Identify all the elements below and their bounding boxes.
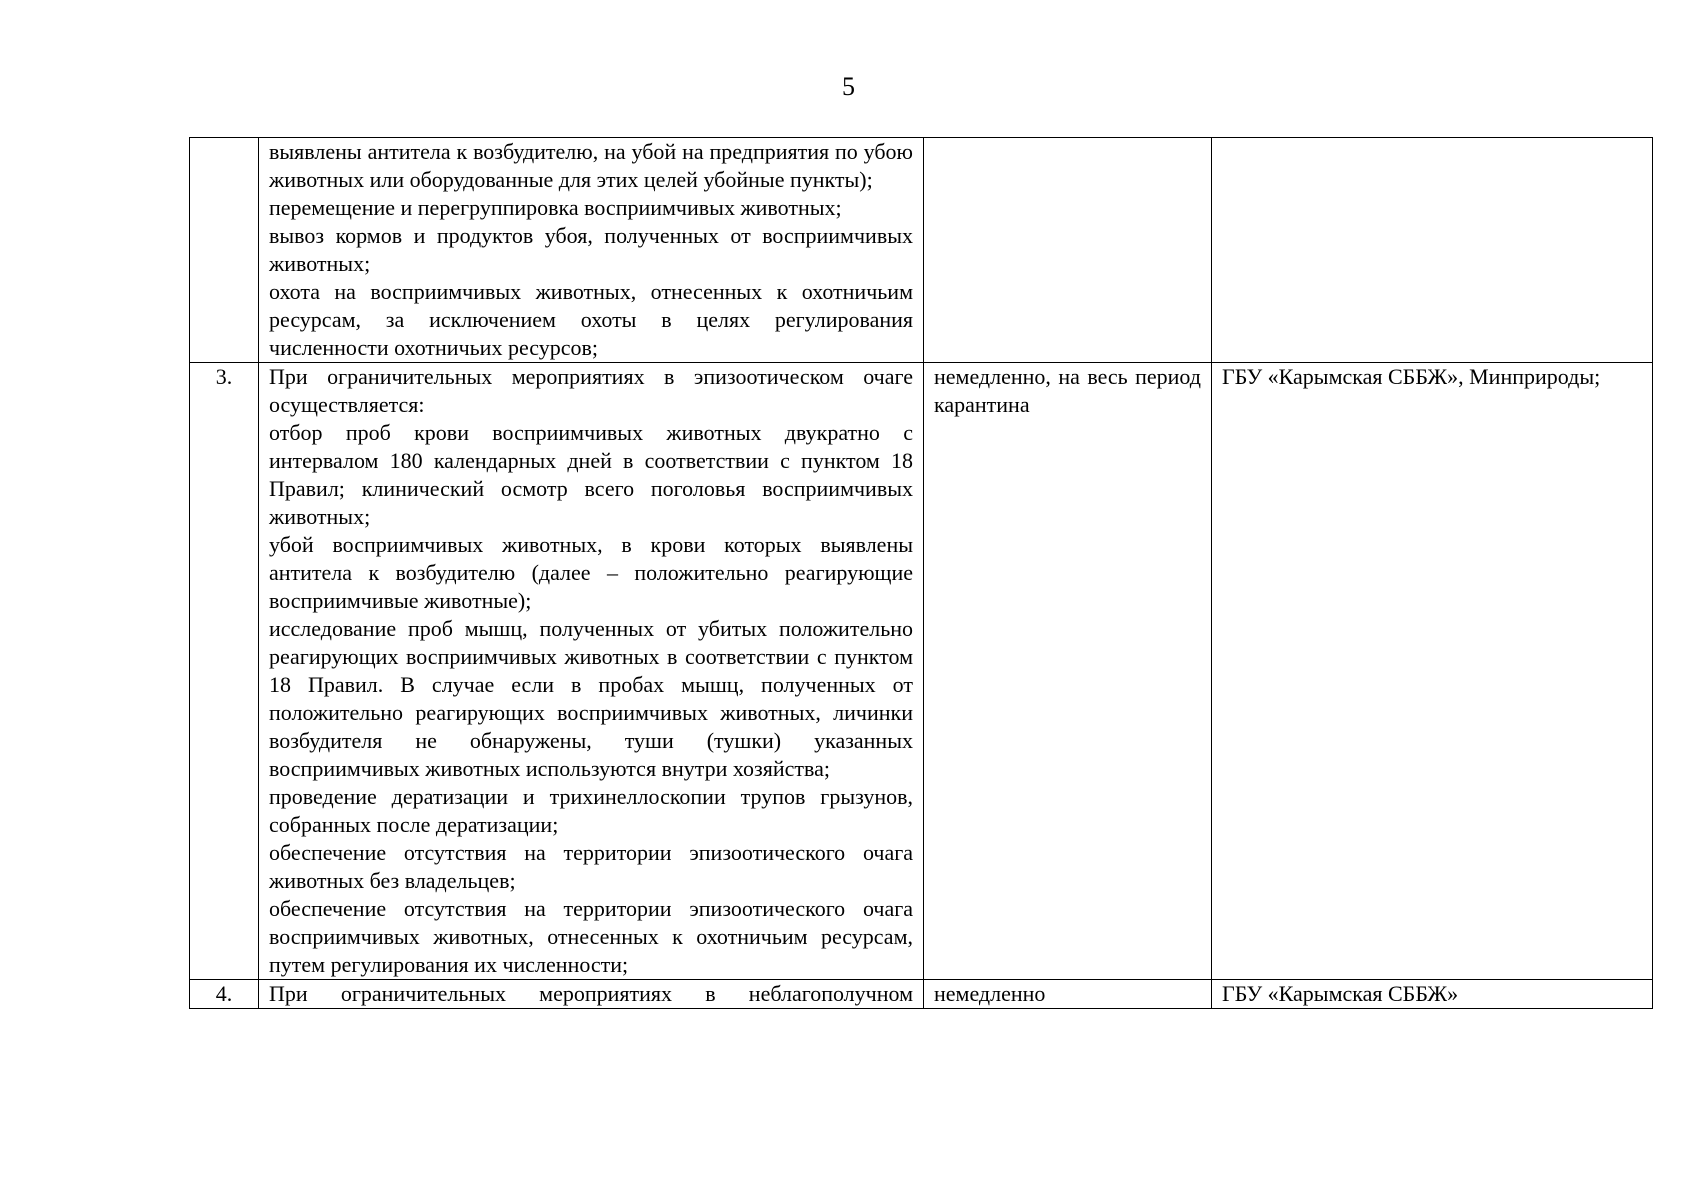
measure-paragraph: обеспечение отсутствия на территории эпизоотического очага животных без владельцев; (269, 840, 913, 893)
responsible-cell (1212, 980, 1653, 1009)
term-cell (924, 138, 1212, 363)
responsible-cell (1212, 363, 1653, 980)
responsible-text: ГБУ «Карымская СББЖ», Минприроды; (1222, 364, 1601, 389)
responsible-cell (1212, 138, 1653, 363)
measure-cell (259, 138, 924, 363)
measure-paragraph: обеспечение отсутствия на территории эпизоотического очага восприимчивых животных, отнесенных к охотничьим ресурсам, путем регулирования их численности; (269, 896, 913, 977)
row-number: 4. (190, 980, 259, 1009)
page-number: 5 (842, 72, 855, 101)
measure-cell (259, 980, 924, 1009)
table-row (190, 363, 1653, 980)
measure-paragraph: проведение дератизации и трихинеллоскопии трупов грызунов, собранных после дератизации; (269, 784, 913, 837)
measure-paragraph: выявлены антитела к возбудителю, на убой на предприятия по убою животных или оборудованные для этих целей убойные пункты); (269, 139, 913, 192)
measure-cell (259, 363, 924, 980)
measure-paragraph: охота на восприимчивых животных, отнесенных к охотничьим ресурсам, за исключением охоты в целях регулирования численности охотничьих ресурсов; (269, 279, 913, 360)
row-number: 3. (190, 363, 259, 980)
term-cell (924, 363, 1212, 980)
responsible-text: ГБУ «Карымская СББЖ» (1222, 981, 1459, 1006)
term-text: немедленно, на весь период карантина (934, 364, 1201, 417)
measure-paragraph: При ограничительных мероприятиях в эпизоотическом очаге осуществляется: (269, 364, 913, 417)
row-number (190, 138, 259, 363)
measure-paragraph: отбор проб крови восприимчивых животных двукратно с интервалом 180 календарных дней в соответствии с пунктом 18 Правил; клинический осмотр всего поголовья восприимчивых животных; (269, 420, 913, 529)
measure-paragraph: При ограничительных мероприятиях в неблагополучном (269, 981, 913, 1006)
measure-paragraph: вывоз кормов и продуктов убоя, полученных от восприимчивых животных; (269, 223, 913, 276)
measure-paragraph: перемещение и перегруппировка восприимчивых животных; (269, 195, 842, 220)
table-row (190, 138, 1653, 363)
term-cell (924, 980, 1212, 1009)
measure-paragraph: убой восприимчивых животных, в крови которых выявлены антитела к возбудителю (далее – положительно реагирующие восприимчивые животные); (269, 532, 913, 613)
measures-table (189, 137, 1653, 1009)
table-row (190, 980, 1653, 1009)
measure-paragraph: исследование проб мышц, полученных от убитых положительно реагирующих восприимчивых животных в соответствии с пунктом 18 Правил. В случае если в пробах мышц, полученных от положительно реагирующих восприимчивых животных, личинки возбудителя не обнаружены, туши (тушки) указанных восприимчивых животных используются внутри хозяйства; (269, 616, 913, 781)
term-text: немедленно (934, 981, 1046, 1006)
